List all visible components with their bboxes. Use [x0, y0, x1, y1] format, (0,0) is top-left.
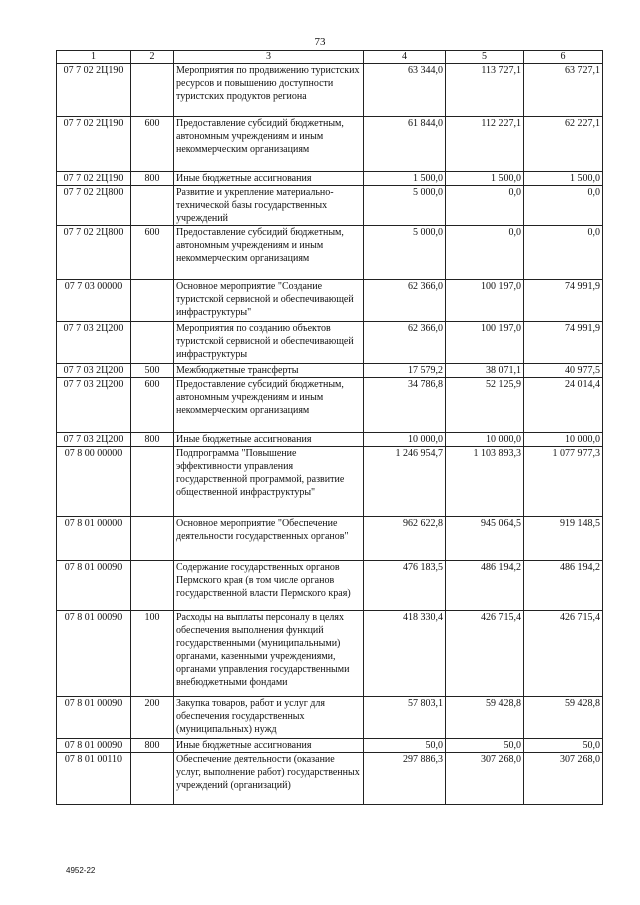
column-header: 3	[174, 51, 364, 64]
item-name-cell: Мероприятия по созданию объектов туристской сервисной и обеспечивающей инфраструктуры	[174, 322, 364, 364]
expense-type-cell	[131, 753, 174, 805]
item-name-cell: Обеспечение деятельности (оказание услуг, выполнение работ) государственных учреждений (организаций)	[174, 753, 364, 805]
value-col6-cell: 10 000,0	[524, 433, 603, 447]
expense-type-cell: 600	[131, 378, 174, 433]
item-name-cell: Основное мероприятие "Создание туристской сервисной и обеспечивающей инфраструктуры"	[174, 280, 364, 322]
value-col5-cell: 59 428,8	[446, 697, 524, 739]
column-header: 5	[446, 51, 524, 64]
table-row	[57, 517, 603, 561]
item-name-cell: Предоставление субсидий бюджетным, автономным учреждениям и иным некоммерческим организациям	[174, 117, 364, 172]
value-col4-cell: 476 183,5	[364, 561, 446, 611]
value-col6-cell: 426 715,4	[524, 611, 603, 697]
value-col4-cell: 34 786,8	[364, 378, 446, 433]
table-row	[57, 697, 603, 739]
value-col5-cell: 52 125,9	[446, 378, 524, 433]
column-header: 1	[57, 51, 131, 64]
value-col6-cell: 59 428,8	[524, 697, 603, 739]
item-name-cell: Иные бюджетные ассигнования	[174, 739, 364, 753]
item-name-cell: Иные бюджетные ассигнования	[174, 172, 364, 186]
value-col5-cell: 426 715,4	[446, 611, 524, 697]
value-col5-cell: 38 071,1	[446, 364, 524, 378]
item-name-cell: Предоставление субсидий бюджетным, автономным учреждениям и иным некоммерческим организациям	[174, 226, 364, 280]
value-col5-cell: 113 727,1	[446, 64, 524, 117]
value-col6-cell: 74 991,9	[524, 280, 603, 322]
expense-type-cell	[131, 322, 174, 364]
column-header: 4	[364, 51, 446, 64]
expense-type-cell	[131, 561, 174, 611]
value-col6-cell: 486 194,2	[524, 561, 603, 611]
column-header: 6	[524, 51, 603, 64]
budget-code-cell: 07 7 02 2Ц190	[57, 64, 131, 117]
expense-type-cell: 800	[131, 172, 174, 186]
budget-code-cell: 07 7 02 2Ц190	[57, 117, 131, 172]
table-row	[57, 64, 603, 117]
expense-type-cell	[131, 280, 174, 322]
header-row	[57, 51, 603, 64]
value-col4-cell: 5 000,0	[364, 186, 446, 226]
value-col4-cell: 10 000,0	[364, 433, 446, 447]
budget-code-cell: 07 7 02 2Ц800	[57, 186, 131, 226]
value-col4-cell: 297 886,3	[364, 753, 446, 805]
table-row	[57, 172, 603, 186]
table-row	[57, 433, 603, 447]
value-col5-cell: 945 064,5	[446, 517, 524, 561]
value-col5-cell: 0,0	[446, 226, 524, 280]
value-col4-cell: 57 803,1	[364, 697, 446, 739]
budget-code-cell: 07 7 02 2Ц190	[57, 172, 131, 186]
budget-code-cell: 07 7 03 00000	[57, 280, 131, 322]
item-name-cell: Предоставление субсидий бюджетным, автономным учреждениям и иным некоммерческим организациям	[174, 378, 364, 433]
value-col6-cell: 50,0	[524, 739, 603, 753]
expense-type-cell	[131, 447, 174, 517]
value-col4-cell: 1 246 954,7	[364, 447, 446, 517]
budget-code-cell: 07 8 01 00090	[57, 697, 131, 739]
table-row	[57, 447, 603, 517]
table-row	[57, 280, 603, 322]
table-row	[57, 186, 603, 226]
budget-code-cell: 07 8 01 00110	[57, 753, 131, 805]
value-col4-cell: 61 844,0	[364, 117, 446, 172]
expense-type-cell: 500	[131, 364, 174, 378]
value-col4-cell: 5 000,0	[364, 226, 446, 280]
table-row	[57, 322, 603, 364]
value-col4-cell: 962 622,8	[364, 517, 446, 561]
expense-type-cell: 200	[131, 697, 174, 739]
table-row	[57, 753, 603, 805]
value-col6-cell: 63 727,1	[524, 64, 603, 117]
value-col6-cell: 919 148,5	[524, 517, 603, 561]
budget-code-cell: 07 7 03 2Ц200	[57, 364, 131, 378]
table-row	[57, 364, 603, 378]
item-name-cell: Расходы на выплаты персоналу в целях обеспечения выполнения функций государственными (муниципальными) органами, казенными учреждениями, органами управления государственными внебюджетными фондами	[174, 611, 364, 697]
budget-table	[56, 50, 603, 805]
budget-code-cell: 07 7 02 2Ц800	[57, 226, 131, 280]
value-col6-cell: 1 500,0	[524, 172, 603, 186]
value-col5-cell: 112 227,1	[446, 117, 524, 172]
value-col6-cell: 0,0	[524, 186, 603, 226]
value-col5-cell: 307 268,0	[446, 753, 524, 805]
value-col5-cell: 10 000,0	[446, 433, 524, 447]
page-number: 73	[314, 36, 326, 48]
value-col5-cell: 50,0	[446, 739, 524, 753]
item-name-cell: Мероприятия по продвижению туристских ресурсов и повышению доступности туристских продуктов региона	[174, 64, 364, 117]
value-col5-cell: 100 197,0	[446, 280, 524, 322]
expense-type-cell	[131, 64, 174, 117]
value-col6-cell: 0,0	[524, 226, 603, 280]
value-col4-cell: 62 366,0	[364, 280, 446, 322]
value-col4-cell: 63 344,0	[364, 64, 446, 117]
budget-code-cell: 07 7 03 2Ц200	[57, 322, 131, 364]
item-name-cell: Содержание государственных органов Пермского края (в том числе органов государственной власти Пермского края)	[174, 561, 364, 611]
item-name-cell: Иные бюджетные ассигнования	[174, 433, 364, 447]
value-col4-cell: 17 579,2	[364, 364, 446, 378]
value-col4-cell: 418 330,4	[364, 611, 446, 697]
value-col6-cell: 40 977,5	[524, 364, 603, 378]
expense-type-cell	[131, 186, 174, 226]
value-col6-cell: 1 077 977,3	[524, 447, 603, 517]
table-row	[57, 561, 603, 611]
table-row	[57, 117, 603, 172]
budget-code-cell: 07 8 00 00000	[57, 447, 131, 517]
value-col6-cell: 24 014,4	[524, 378, 603, 433]
budget-code-cell: 07 8 01 00090	[57, 561, 131, 611]
value-col5-cell: 1 500,0	[446, 172, 524, 186]
table-row	[57, 226, 603, 280]
table-row	[57, 378, 603, 433]
table-row	[57, 611, 603, 697]
budget-code-cell: 07 7 03 2Ц200	[57, 378, 131, 433]
value-col5-cell: 486 194,2	[446, 561, 524, 611]
expense-type-cell: 600	[131, 117, 174, 172]
value-col6-cell: 62 227,1	[524, 117, 603, 172]
item-name-cell: Подпрограмма "Повышение эффективности управления государственной программой, развитие общественной инфраструктуры"	[174, 447, 364, 517]
expense-type-cell: 800	[131, 739, 174, 753]
value-col5-cell: 100 197,0	[446, 322, 524, 364]
item-name-cell: Закупка товаров, работ и услуг для обеспечения государственных (муниципальных) нужд	[174, 697, 364, 739]
document-code: 4952-22	[66, 866, 96, 875]
budget-code-cell: 07 8 01 00090	[57, 611, 131, 697]
value-col4-cell: 62 366,0	[364, 322, 446, 364]
value-col5-cell: 0,0	[446, 186, 524, 226]
value-col4-cell: 50,0	[364, 739, 446, 753]
expense-type-cell: 100	[131, 611, 174, 697]
expense-type-cell	[131, 517, 174, 561]
table-row	[57, 739, 603, 753]
item-name-cell: Основное мероприятие "Обеспечение деятельности государственных органов"	[174, 517, 364, 561]
value-col6-cell: 307 268,0	[524, 753, 603, 805]
expense-type-cell: 600	[131, 226, 174, 280]
budget-code-cell: 07 8 01 00000	[57, 517, 131, 561]
column-header: 2	[131, 51, 174, 64]
value-col6-cell: 74 991,9	[524, 322, 603, 364]
value-col4-cell: 1 500,0	[364, 172, 446, 186]
budget-code-cell: 07 8 01 00090	[57, 739, 131, 753]
expense-type-cell: 800	[131, 433, 174, 447]
budget-code-cell: 07 7 03 2Ц200	[57, 433, 131, 447]
item-name-cell: Межбюджетные трансферты	[174, 364, 364, 378]
value-col5-cell: 1 103 893,3	[446, 447, 524, 517]
item-name-cell: Развитие и укрепление материально-технической базы государственных учреждений	[174, 186, 364, 226]
